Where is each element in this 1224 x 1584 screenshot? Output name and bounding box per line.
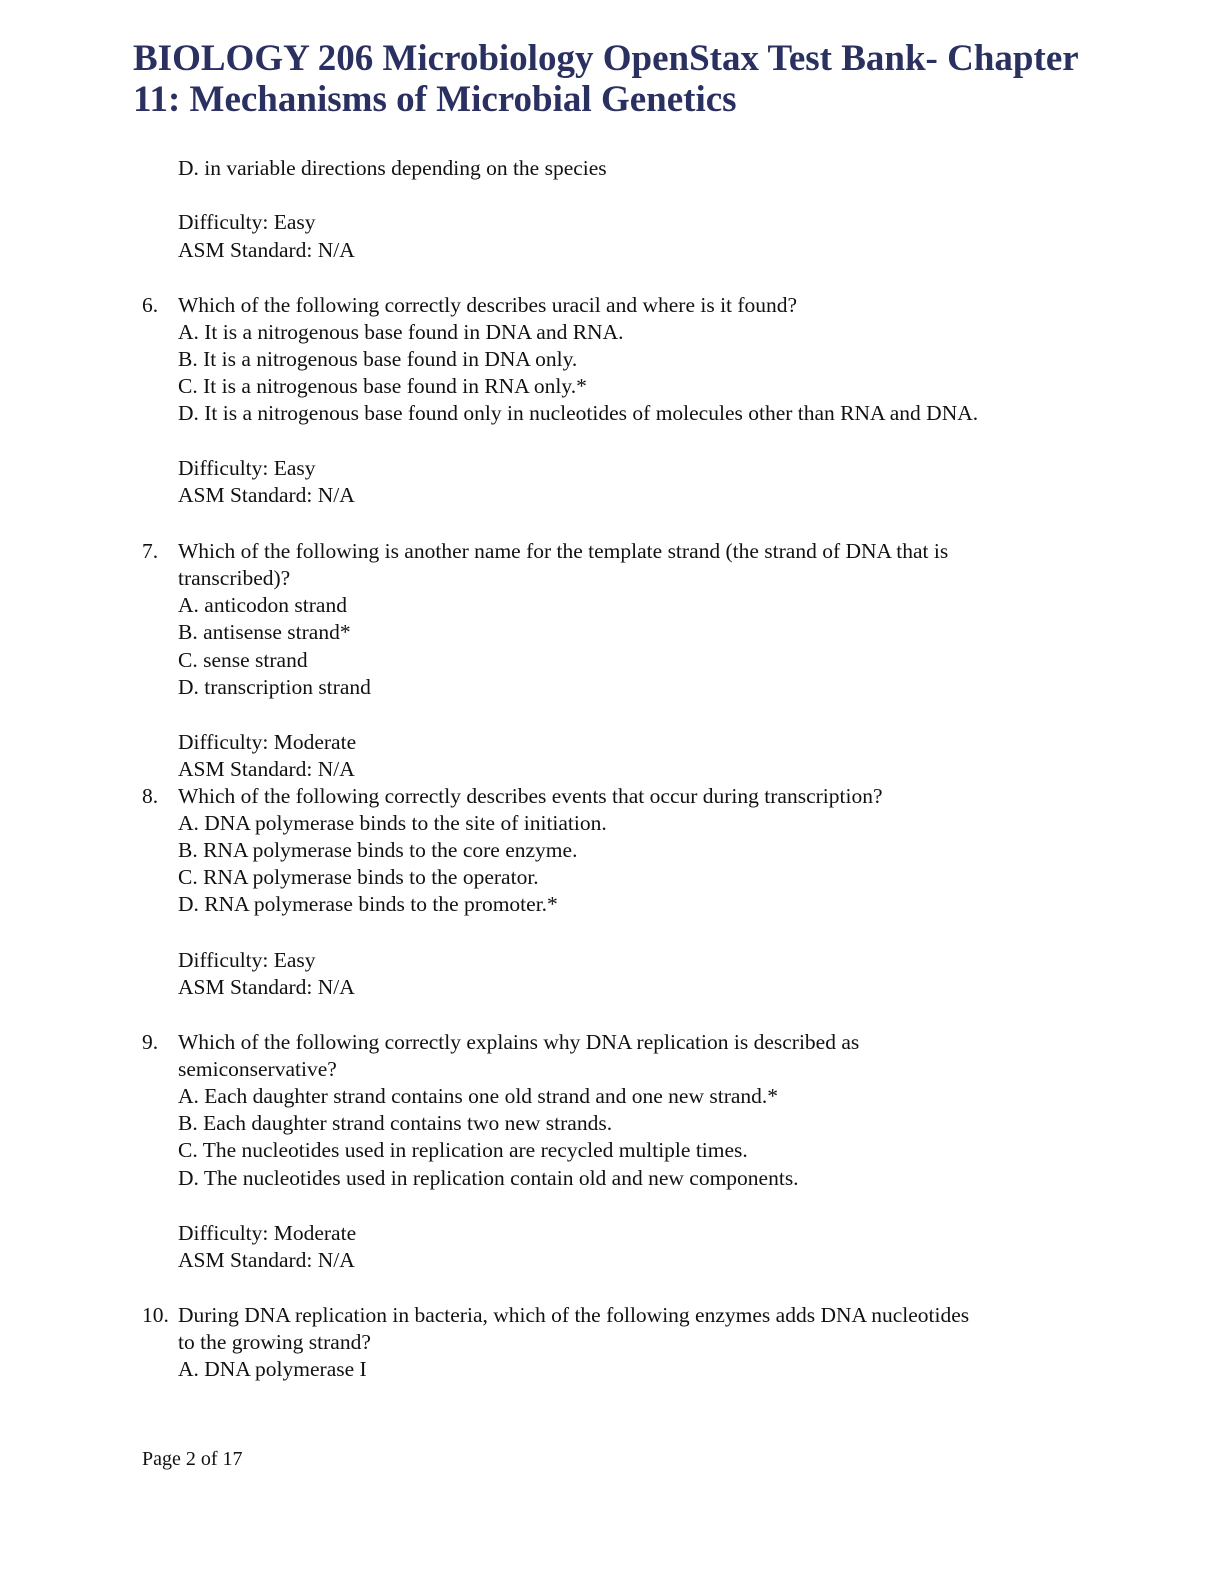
- option-a: A. It is a nitrogenous base found in DNA and RNA.: [178, 320, 624, 344]
- option-c: C. The nucleotides used in replication are recycled multiple times.: [178, 1138, 748, 1162]
- option-d: D. in variable directions depending on the species: [178, 156, 607, 180]
- question-number: 6.: [142, 293, 159, 317]
- question-text: Which of the following correctly describes uracil and where is it found?: [178, 293, 798, 317]
- option-d: D. transcription strand: [178, 675, 371, 699]
- question-number: 10.: [142, 1303, 169, 1327]
- question-text: semiconservative?: [178, 1057, 337, 1081]
- option-d: D. The nucleotides used in replication contain old and new components.: [178, 1166, 799, 1190]
- question-number: 7.: [142, 539, 159, 563]
- question-text: Which of the following correctly describes events that occur during transcription?: [178, 784, 883, 808]
- option-b: B. antisense strand*: [178, 620, 351, 644]
- asm-standard: ASM Standard: N/A: [178, 975, 355, 999]
- difficulty: Difficulty: Moderate: [178, 1221, 357, 1245]
- question-number: 9.: [142, 1030, 159, 1054]
- question-text: During DNA replication in bacteria, which of the following enzymes adds DNA nucleotides: [178, 1303, 970, 1327]
- option-b: B. RNA polymerase binds to the core enzyme.: [178, 838, 578, 862]
- option-a: A. DNA polymerase binds to the site of initiation.: [178, 811, 607, 835]
- question-number: 8.: [142, 784, 159, 808]
- question-text: Which of the following correctly explains why DNA replication is described as: [178, 1030, 860, 1054]
- question-text: transcribed)?: [178, 566, 291, 590]
- option-a: A. DNA polymerase I: [178, 1357, 367, 1381]
- asm-standard: ASM Standard: N/A: [178, 757, 355, 781]
- option-d: D. It is a nitrogenous base found only in nucleotides of molecules other than RNA and DNA.: [178, 401, 979, 425]
- difficulty: Difficulty: Easy: [178, 948, 316, 972]
- question-text: to the growing strand?: [178, 1330, 371, 1354]
- option-c: C. sense strand: [178, 648, 308, 672]
- question-text: Which of the following is another name for the template strand (the strand of DNA that is: [178, 539, 949, 563]
- difficulty: Difficulty: Easy: [178, 210, 316, 234]
- option-a: A. Each daughter strand contains one old strand and one new strand.*: [178, 1084, 779, 1108]
- option-c: C. It is a nitrogenous base found in RNA only.*: [178, 374, 587, 398]
- option-a: A. anticodon strand: [178, 593, 347, 617]
- option-b: B. Each daughter strand contains two new strands.: [178, 1111, 613, 1135]
- page-number: Page 2 of 17: [142, 1448, 243, 1470]
- asm-standard: ASM Standard: N/A: [178, 1248, 355, 1272]
- document-title: BIOLOGY 206 Microbiology OpenStax Test Bank- Chapter 11: Mechanisms of Microbial Genetics: [133, 38, 1078, 120]
- asm-standard: ASM Standard: N/A: [178, 483, 355, 507]
- difficulty: Difficulty: Easy: [178, 456, 316, 480]
- option-d: D. RNA polymerase binds to the promoter.*: [178, 892, 558, 916]
- option-c: C. RNA polymerase binds to the operator.: [178, 865, 539, 889]
- option-b: B. It is a nitrogenous base found in DNA only.: [178, 347, 578, 371]
- asm-standard: ASM Standard: N/A: [178, 238, 355, 262]
- difficulty: Difficulty: Moderate: [178, 730, 357, 754]
